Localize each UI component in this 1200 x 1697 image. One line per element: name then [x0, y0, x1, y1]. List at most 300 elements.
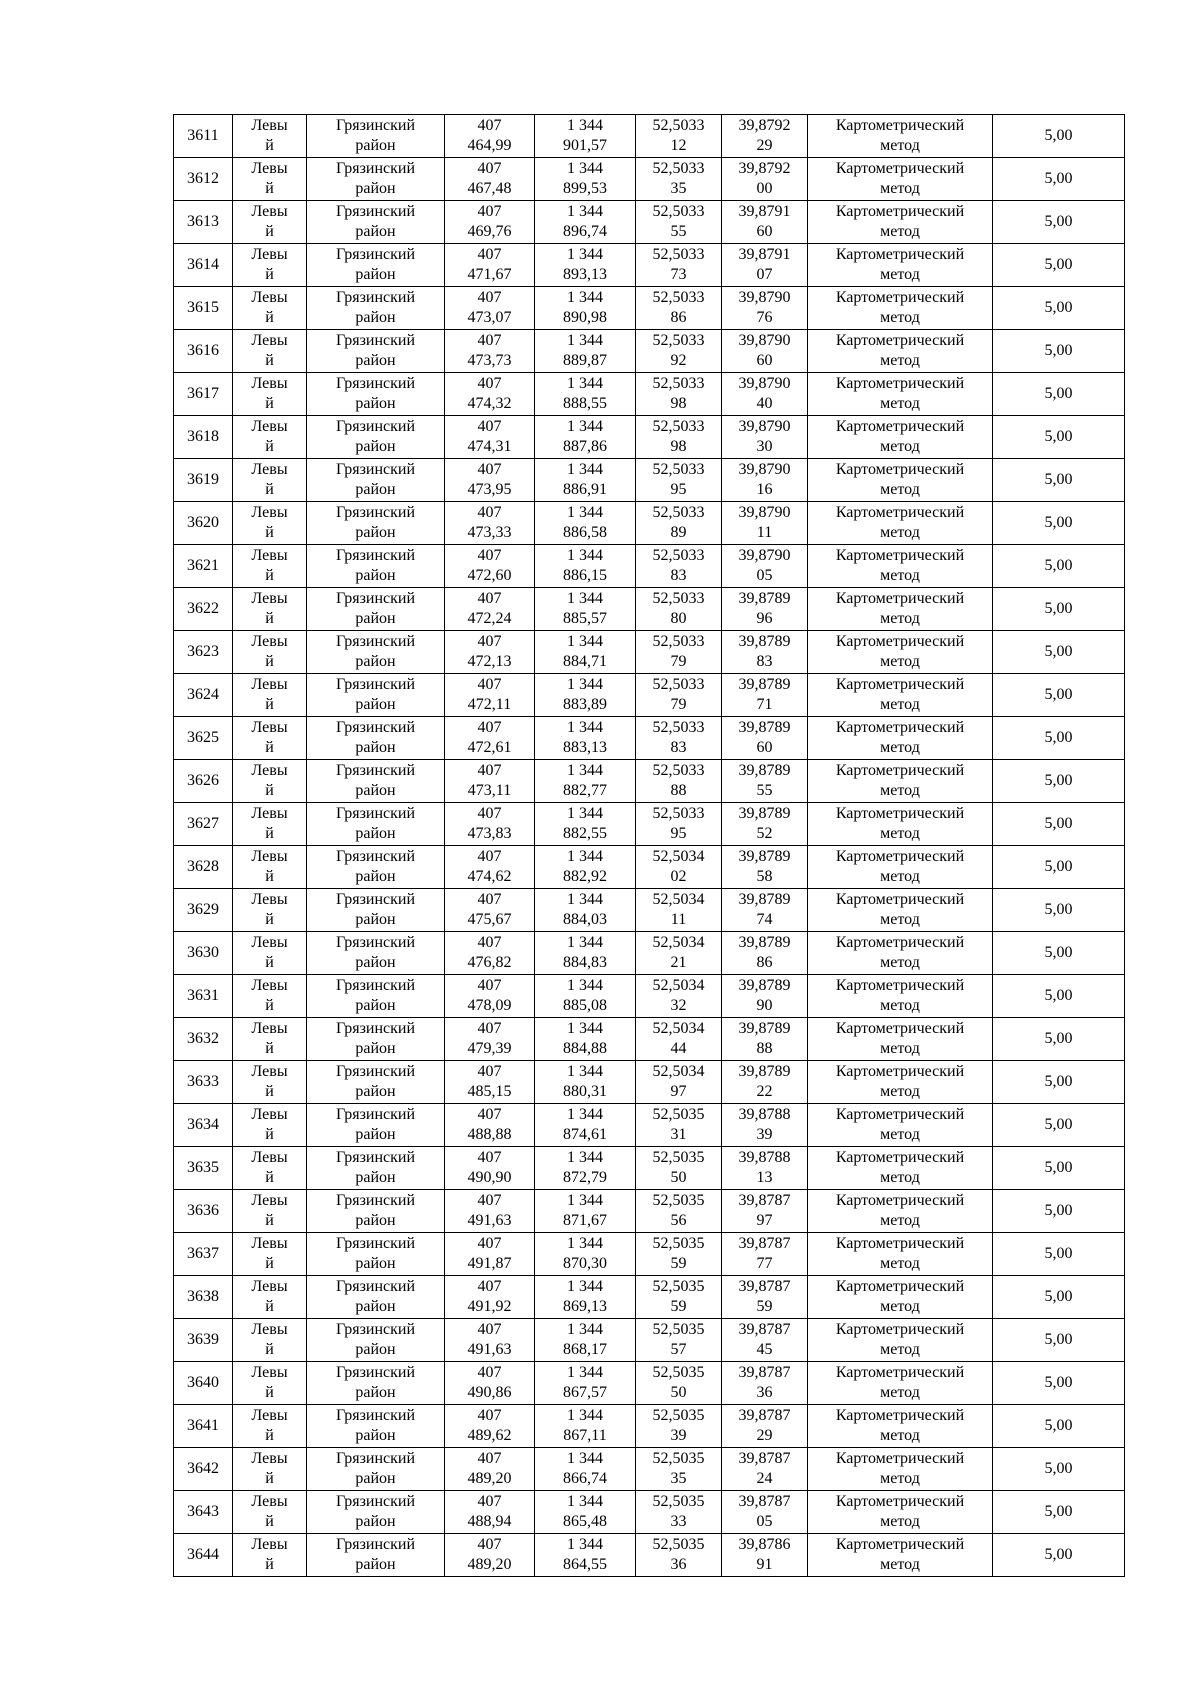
latitude-line: 32 — [670, 997, 687, 1014]
method-line: метод — [880, 696, 920, 713]
bank-side-line: Левы — [251, 977, 288, 994]
coord-x-line: 473,95 — [467, 481, 512, 498]
coord-y-line: 887,86 — [563, 438, 607, 455]
latitude-line: 80 — [670, 610, 687, 627]
coord-y-cell — [535, 158, 636, 201]
bank-side-line: й — [265, 997, 274, 1014]
method-line: метод — [880, 481, 920, 498]
latitude-cell — [636, 1362, 722, 1405]
bank-side-line: Левы — [251, 1192, 288, 1209]
table-row — [174, 717, 1125, 760]
latitude-cell — [636, 158, 722, 201]
longitude-line: 39,8789 — [738, 934, 791, 951]
bank-side-cell — [233, 115, 307, 158]
table-row — [174, 416, 1125, 459]
district-line: Грязинский — [335, 289, 416, 306]
longitude-line: 60 — [756, 352, 773, 369]
coord-y-line: 871,67 — [563, 1212, 607, 1229]
latitude-cell — [636, 330, 722, 373]
district-line: район — [355, 309, 396, 326]
coord-y-cell — [535, 975, 636, 1018]
coord-y-cell — [535, 1448, 636, 1491]
method-line: метод — [880, 438, 920, 455]
coord-y-cell — [535, 674, 636, 717]
method-line: метод — [880, 739, 920, 756]
bank-side-line: Левы — [251, 418, 288, 435]
coord-y-cell — [535, 373, 636, 416]
longitude-line: 45 — [756, 1341, 773, 1358]
latitude-line: 50 — [670, 1384, 687, 1401]
district-line: Грязинский — [335, 1106, 416, 1123]
coord-y-line: 1 344 — [567, 590, 603, 607]
district-cell — [307, 1362, 445, 1405]
method-line: метод — [880, 309, 920, 326]
method-line: Картометрический — [835, 504, 965, 521]
coord-y-cell — [535, 1190, 636, 1233]
coord-y-line: 882,55 — [563, 825, 607, 842]
longitude-line: 39,8788 — [738, 1149, 791, 1166]
latitude-line: 52,5035 — [652, 1192, 705, 1209]
latitude-line: 35 — [670, 180, 687, 197]
bank-side-cell — [233, 158, 307, 201]
accuracy-cell: 5,00 — [993, 631, 1125, 674]
longitude-line: 83 — [756, 653, 773, 670]
method-line: Картометрический — [835, 633, 965, 650]
coord-y-line: 1 344 — [567, 1450, 603, 1467]
accuracy-cell: 5,00 — [993, 1276, 1125, 1319]
coord-x-line: 407 — [477, 590, 502, 607]
coord-y-line: 883,13 — [563, 739, 607, 756]
coord-x-line: 407 — [477, 1407, 502, 1424]
coord-y-line: 1 344 — [567, 117, 603, 134]
longitude-line: 74 — [756, 911, 773, 928]
method-line: Картометрический — [835, 547, 965, 564]
coord-x-line: 472,60 — [467, 567, 512, 584]
coord-y-line: 889,87 — [563, 352, 607, 369]
coord-y-line: 1 344 — [567, 1493, 603, 1510]
coord-y-cell — [535, 330, 636, 373]
coord-x-cell — [445, 1319, 535, 1362]
latitude-cell — [636, 1405, 722, 1448]
coord-y-line: 1 344 — [567, 461, 603, 478]
district-line: район — [355, 567, 396, 584]
bank-side-line: й — [265, 1169, 274, 1186]
longitude-line: 39,8786 — [738, 1536, 791, 1553]
method-cell — [808, 158, 993, 201]
coord-x-cell — [445, 1405, 535, 1448]
bank-side-line: й — [265, 438, 274, 455]
method-cell — [808, 803, 993, 846]
coord-x-line: 469,76 — [467, 223, 512, 240]
point-number-cell: 3635 — [174, 1147, 233, 1190]
bank-side-line: й — [265, 180, 274, 197]
method-line: метод — [880, 1384, 920, 1401]
longitude-line: 13 — [756, 1169, 773, 1186]
latitude-line: 52,5035 — [652, 1536, 705, 1553]
coord-y-line: 884,88 — [563, 1040, 607, 1057]
coord-y-line: 867,11 — [563, 1427, 607, 1444]
district-line: район — [355, 1384, 396, 1401]
coord-x-line: 407 — [477, 762, 502, 779]
latitude-line: 52,5035 — [652, 1407, 705, 1424]
bank-side-line: й — [265, 395, 274, 412]
bank-side-cell — [233, 1448, 307, 1491]
latitude-line: 02 — [670, 868, 687, 885]
method-line: метод — [880, 524, 920, 541]
bank-side-line: й — [265, 524, 274, 541]
latitude-line: 92 — [670, 352, 687, 369]
longitude-cell — [722, 846, 808, 889]
district-cell — [307, 1018, 445, 1061]
longitude-line: 58 — [756, 868, 773, 885]
longitude-line: 39,8787 — [738, 1450, 791, 1467]
bank-side-cell — [233, 1362, 307, 1405]
bank-side-cell — [233, 1104, 307, 1147]
coord-y-line: 1 344 — [567, 1020, 603, 1037]
coord-x-line: 491,63 — [467, 1341, 512, 1358]
latitude-cell — [636, 717, 722, 760]
method-line: Картометрический — [835, 891, 965, 908]
longitude-cell — [722, 1018, 808, 1061]
method-cell — [808, 631, 993, 674]
district-line: Грязинский — [335, 1020, 416, 1037]
table-row — [174, 1018, 1125, 1061]
coord-x-line: 479,39 — [467, 1040, 512, 1057]
bank-side-cell — [233, 416, 307, 459]
latitude-line: 35 — [670, 1470, 687, 1487]
method-line: Картометрический — [835, 1063, 965, 1080]
longitude-line: 39,8787 — [738, 1278, 791, 1295]
latitude-cell — [636, 287, 722, 330]
longitude-line: 07 — [756, 266, 773, 283]
coord-y-cell — [535, 416, 636, 459]
coord-x-line: 471,67 — [467, 266, 512, 283]
coord-y-line: 1 344 — [567, 1364, 603, 1381]
coord-x-line: 407 — [477, 1149, 502, 1166]
coord-x-line: 491,87 — [467, 1255, 512, 1272]
coord-x-line: 478,09 — [467, 997, 512, 1014]
bank-side-line: й — [265, 223, 274, 240]
longitude-line: 88 — [756, 1040, 773, 1057]
coord-x-line: 474,32 — [467, 395, 512, 412]
latitude-line: 52,5034 — [652, 934, 705, 951]
point-number-cell: 3626 — [174, 760, 233, 803]
coord-x-line: 407 — [477, 848, 502, 865]
accuracy-cell: 5,00 — [993, 502, 1125, 545]
point-number-cell: 3623 — [174, 631, 233, 674]
longitude-line: 39,8787 — [738, 1321, 791, 1338]
district-line: район — [355, 911, 396, 928]
coord-x-line: 407 — [477, 1235, 502, 1252]
method-cell — [808, 1362, 993, 1405]
accuracy-cell: 5,00 — [993, 717, 1125, 760]
coord-y-line: 1 344 — [567, 633, 603, 650]
method-line: Картометрический — [835, 1020, 965, 1037]
method-cell — [808, 1233, 993, 1276]
latitude-line: 52,5033 — [652, 203, 705, 220]
coord-y-line: 1 344 — [567, 160, 603, 177]
latitude-line: 31 — [670, 1126, 687, 1143]
bank-side-line: Левы — [251, 676, 288, 693]
method-cell — [808, 846, 993, 889]
district-line: район — [355, 653, 396, 670]
coord-y-cell — [535, 502, 636, 545]
method-cell — [808, 1491, 993, 1534]
coord-y-line: 1 344 — [567, 934, 603, 951]
method-cell — [808, 201, 993, 244]
coord-y-line: 870,30 — [563, 1255, 607, 1272]
longitude-line: 16 — [756, 481, 773, 498]
longitude-cell — [722, 1362, 808, 1405]
latitude-cell — [636, 459, 722, 502]
method-line: метод — [880, 653, 920, 670]
district-cell — [307, 1276, 445, 1319]
district-cell — [307, 1190, 445, 1233]
method-line: метод — [880, 1427, 920, 1444]
bank-side-line: Левы — [251, 1450, 288, 1467]
method-line: Картометрический — [835, 1235, 965, 1252]
longitude-line: 59 — [756, 1298, 773, 1315]
longitude-line: 11 — [756, 524, 773, 541]
coord-x-cell — [445, 330, 535, 373]
method-cell — [808, 760, 993, 803]
table-row — [174, 588, 1125, 631]
bank-side-line: Левы — [251, 1278, 288, 1295]
district-line: район — [355, 1427, 396, 1444]
bank-side-line: Левы — [251, 1106, 288, 1123]
district-line: район — [355, 1083, 396, 1100]
latitude-cell — [636, 1534, 722, 1577]
bank-side-line: й — [265, 1298, 274, 1315]
method-cell — [808, 588, 993, 631]
coord-y-line: 885,57 — [563, 610, 607, 627]
method-line: метод — [880, 223, 920, 240]
coord-x-line: 464,99 — [467, 137, 512, 154]
latitude-line: 86 — [670, 309, 687, 326]
coord-x-line: 407 — [477, 1536, 502, 1553]
point-number-cell: 3614 — [174, 244, 233, 287]
method-cell — [808, 416, 993, 459]
coord-y-cell — [535, 631, 636, 674]
district-line: Грязинский — [335, 1536, 416, 1553]
district-line: район — [355, 524, 396, 541]
longitude-cell — [722, 545, 808, 588]
coord-y-cell — [535, 1276, 636, 1319]
method-cell — [808, 115, 993, 158]
latitude-line: 52,5034 — [652, 977, 705, 994]
bank-side-line: Левы — [251, 246, 288, 263]
coord-x-line: 407 — [477, 1321, 502, 1338]
coord-x-cell — [445, 1276, 535, 1319]
coord-x-line: 407 — [477, 117, 502, 134]
method-line: метод — [880, 1255, 920, 1272]
longitude-cell — [722, 1319, 808, 1362]
longitude-line: 60 — [756, 223, 773, 240]
latitude-line: 52,5033 — [652, 590, 705, 607]
district-cell — [307, 1061, 445, 1104]
coord-y-line: 886,91 — [563, 481, 607, 498]
bank-side-cell — [233, 330, 307, 373]
longitude-cell — [722, 760, 808, 803]
latitude-cell — [636, 674, 722, 717]
table-row — [174, 674, 1125, 717]
method-line: метод — [880, 1083, 920, 1100]
coord-x-line: 407 — [477, 461, 502, 478]
coord-x-line: 489,62 — [467, 1427, 512, 1444]
district-line: район — [355, 352, 396, 369]
coord-x-line: 407 — [477, 1020, 502, 1037]
point-number-cell: 3628 — [174, 846, 233, 889]
accuracy-cell: 5,00 — [993, 1362, 1125, 1405]
bank-side-cell — [233, 1233, 307, 1276]
bank-side-line: Левы — [251, 375, 288, 392]
coord-x-line: 490,90 — [467, 1169, 512, 1186]
longitude-cell — [722, 502, 808, 545]
accuracy-cell: 5,00 — [993, 1190, 1125, 1233]
method-cell — [808, 1061, 993, 1104]
latitude-line: 52,5033 — [652, 547, 705, 564]
coord-y-line: 884,71 — [563, 653, 607, 670]
coord-x-cell — [445, 416, 535, 459]
coord-y-line: 1 344 — [567, 1407, 603, 1424]
longitude-cell — [722, 416, 808, 459]
coord-y-line: 868,17 — [563, 1341, 607, 1358]
method-line: метод — [880, 1298, 920, 1315]
coord-y-cell — [535, 1362, 636, 1405]
method-cell — [808, 1190, 993, 1233]
latitude-line: 52,5033 — [652, 461, 705, 478]
coord-y-line: 1 344 — [567, 848, 603, 865]
bank-side-line: Левы — [251, 590, 288, 607]
method-line: Картометрический — [835, 805, 965, 822]
coord-y-cell — [535, 115, 636, 158]
coord-x-cell — [445, 1534, 535, 1577]
coord-x-line: 407 — [477, 1106, 502, 1123]
district-line: район — [355, 438, 396, 455]
coord-y-line: 1 344 — [567, 289, 603, 306]
point-number-cell: 3617 — [174, 373, 233, 416]
latitude-line: 52,5033 — [652, 762, 705, 779]
accuracy-cell: 5,00 — [993, 846, 1125, 889]
district-line: район — [355, 1341, 396, 1358]
table-body — [174, 115, 1125, 1577]
bank-side-cell — [233, 502, 307, 545]
coord-x-cell — [445, 1233, 535, 1276]
coord-x-line: 407 — [477, 332, 502, 349]
accuracy-cell: 5,00 — [993, 932, 1125, 975]
bank-side-line: й — [265, 309, 274, 326]
accuracy-cell: 5,00 — [993, 287, 1125, 330]
accuracy-cell: 5,00 — [993, 1448, 1125, 1491]
bank-side-line: й — [265, 610, 274, 627]
latitude-line: 52,5033 — [652, 289, 705, 306]
bank-side-line: Левы — [251, 1063, 288, 1080]
table-row — [174, 373, 1125, 416]
district-line: Грязинский — [335, 1192, 416, 1209]
district-line: Грязинский — [335, 1364, 416, 1381]
method-line: Картометрический — [835, 1450, 965, 1467]
bank-side-line: й — [265, 1341, 274, 1358]
district-line: район — [355, 223, 396, 240]
district-cell — [307, 201, 445, 244]
district-cell — [307, 588, 445, 631]
point-number-cell: 3616 — [174, 330, 233, 373]
coord-y-line: 865,48 — [563, 1513, 607, 1530]
latitude-cell — [636, 416, 722, 459]
method-line: метод — [880, 825, 920, 842]
district-line: Грязинский — [335, 375, 416, 392]
coord-y-line: 1 344 — [567, 1536, 603, 1553]
district-line: Грязинский — [335, 1450, 416, 1467]
district-line: Грязинский — [335, 1149, 416, 1166]
district-cell — [307, 287, 445, 330]
method-line: Картометрический — [835, 1106, 965, 1123]
coord-y-line: 1 344 — [567, 547, 603, 564]
coord-y-cell — [535, 201, 636, 244]
bank-side-cell — [233, 588, 307, 631]
longitude-line: 29 — [756, 137, 773, 154]
latitude-line: 52,5034 — [652, 1020, 705, 1037]
longitude-line: 39,8787 — [738, 1192, 791, 1209]
accuracy-cell: 5,00 — [993, 416, 1125, 459]
point-number-cell: 3632 — [174, 1018, 233, 1061]
coord-x-cell — [445, 459, 535, 502]
coord-x-cell — [445, 803, 535, 846]
bank-side-line: Левы — [251, 160, 288, 177]
latitude-cell — [636, 373, 722, 416]
coord-x-line: 488,94 — [467, 1513, 512, 1530]
method-line: метод — [880, 266, 920, 283]
table-row — [174, 846, 1125, 889]
accuracy-cell: 5,00 — [993, 1534, 1125, 1577]
latitude-line: 33 — [670, 1513, 687, 1530]
point-number-cell: 3612 — [174, 158, 233, 201]
bank-side-cell — [233, 201, 307, 244]
bank-side-line: Левы — [251, 934, 288, 951]
coord-y-line: 1 344 — [567, 1106, 603, 1123]
district-cell — [307, 1147, 445, 1190]
accuracy-cell: 5,00 — [993, 889, 1125, 932]
coord-x-line: 407 — [477, 934, 502, 951]
longitude-cell — [722, 932, 808, 975]
district-cell — [307, 158, 445, 201]
coord-x-line: 489,20 — [467, 1556, 512, 1573]
method-line: Картометрический — [835, 848, 965, 865]
coord-x-cell — [445, 1061, 535, 1104]
bank-side-cell — [233, 1405, 307, 1448]
coord-y-line: 1 344 — [567, 977, 603, 994]
bank-side-line: Левы — [251, 203, 288, 220]
bank-side-line: й — [265, 782, 274, 799]
longitude-cell — [722, 1534, 808, 1577]
bank-side-line: Левы — [251, 719, 288, 736]
table-row — [174, 115, 1125, 158]
bank-side-line: Левы — [251, 1235, 288, 1252]
latitude-line: 52,5035 — [652, 1278, 705, 1295]
bank-side-cell — [233, 1018, 307, 1061]
district-cell — [307, 631, 445, 674]
method-line: Картометрический — [835, 762, 965, 779]
bank-side-cell — [233, 287, 307, 330]
bank-side-cell — [233, 1491, 307, 1534]
method-line: метод — [880, 868, 920, 885]
coord-y-line: 872,79 — [563, 1169, 607, 1186]
bank-side-cell — [233, 373, 307, 416]
coord-y-line: 884,83 — [563, 954, 607, 971]
bank-side-line: й — [265, 954, 274, 971]
coord-x-cell — [445, 244, 535, 287]
accuracy-cell: 5,00 — [993, 1405, 1125, 1448]
